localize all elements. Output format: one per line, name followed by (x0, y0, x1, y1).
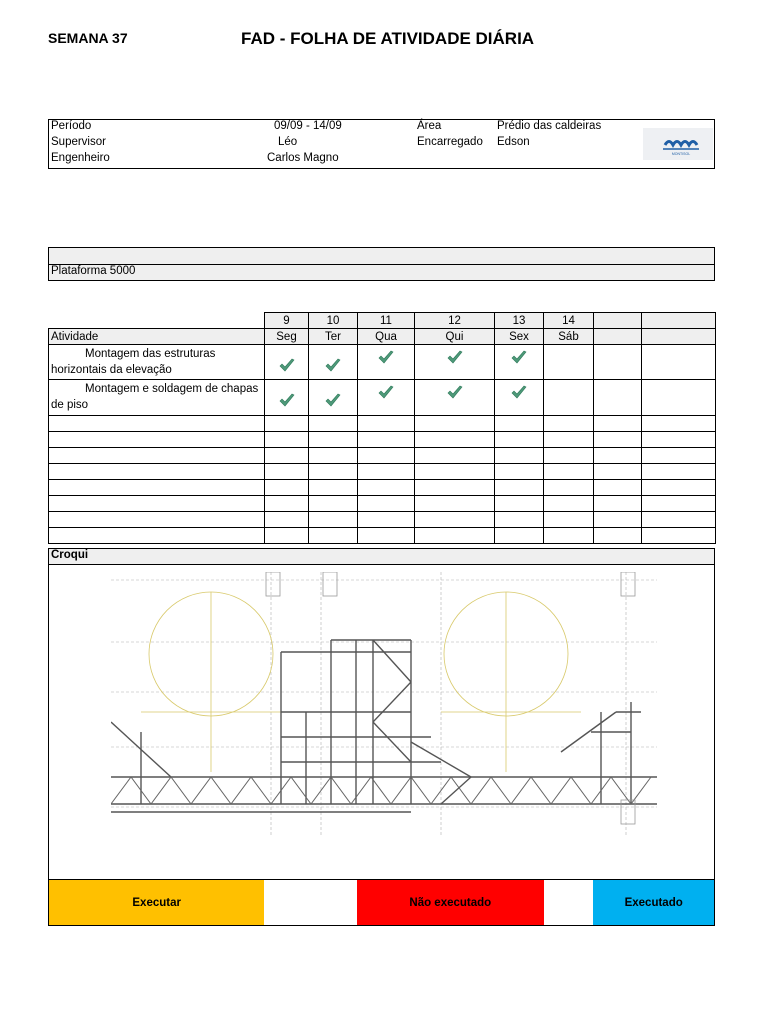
weekday-qui: Qui (415, 329, 495, 345)
activity-table (48, 312, 716, 544)
empty-row (49, 464, 716, 480)
check-icon (324, 357, 342, 373)
activity-header: Atividade (49, 329, 265, 345)
activity-row (49, 380, 716, 416)
week-label: SEMANA 37 (48, 30, 128, 46)
day-status-cell (544, 380, 594, 416)
periodo-label: Período (51, 120, 92, 132)
day-status-cell (495, 345, 544, 380)
weekday-qua: Qua (358, 329, 415, 345)
weekday-row (49, 329, 716, 345)
area-label: Área (417, 120, 442, 132)
supervisor-label: Supervisor (51, 136, 106, 148)
day-status-cell (309, 345, 358, 380)
check-icon (510, 349, 528, 365)
legend-spacer-2 (544, 880, 594, 925)
day-status-cell (265, 345, 309, 380)
engenheiro-label: Engenheiro (51, 152, 110, 164)
day-9: 9 (265, 313, 309, 329)
activity-line-1: Montagem das estruturas (85, 348, 216, 360)
day-status-cell (309, 380, 358, 416)
weekday-sab: Sáb (544, 329, 594, 345)
day-number-row (49, 313, 716, 329)
weekday-seg: Seg (265, 329, 309, 345)
periodo-value: 09/09 - 14/09 (274, 120, 342, 132)
activity-line-2: horizontais da elevação (51, 364, 172, 376)
area-value: Prédio das caldeiras (497, 120, 602, 132)
empty-row (49, 512, 716, 528)
day-status-cell (415, 380, 495, 416)
activity-description (49, 345, 265, 380)
project-name: Plataforma 5000 (51, 265, 136, 277)
check-icon (446, 349, 464, 365)
croqui-label: Croqui (51, 549, 89, 561)
encarregado-label: Encarregado (417, 136, 483, 148)
day-10: 10 (309, 313, 358, 329)
empty-row (49, 416, 716, 432)
day-11: 11 (358, 313, 415, 329)
check-icon (446, 384, 464, 400)
check-icon (278, 392, 296, 408)
check-icon (377, 384, 395, 400)
company-logo (643, 128, 713, 160)
activity-row (49, 345, 716, 380)
engenheiro-value: Carlos Magno (267, 152, 339, 164)
empty-row (49, 496, 716, 512)
day-status-cell (358, 380, 415, 416)
day-status-cell (495, 380, 544, 416)
empty-row (49, 528, 716, 544)
empty-row (49, 480, 716, 496)
legend-nao-executado (357, 880, 543, 925)
blank-bar (48, 247, 715, 265)
legend-spacer-1 (264, 880, 357, 925)
activity-description (49, 380, 265, 416)
day-12: 12 (415, 313, 495, 329)
supervisor-value: Léo (278, 136, 298, 148)
activity-line-2: de piso (51, 399, 89, 411)
project-bar (48, 264, 715, 281)
day-status-cell (415, 345, 495, 380)
activity-line-1: Montagem e soldagem de chapas (85, 383, 259, 395)
croqui-area (48, 564, 715, 880)
legend-executar (49, 880, 264, 925)
weekday-sex: Sex (495, 329, 544, 345)
day-14: 14 (544, 313, 594, 329)
legend-executado (593, 880, 714, 925)
page-title: FAD - FOLHA DE ATIVIDADE DIÁRIA (241, 29, 535, 48)
legend-executar-label: Executar (132, 896, 181, 909)
check-icon (377, 349, 395, 365)
encarregado-value: Edson (497, 136, 530, 148)
svg-text:MONTISOL: MONTISOL (671, 152, 691, 156)
structure-drawing (111, 572, 657, 836)
day-status-cell (265, 380, 309, 416)
check-icon (510, 384, 528, 400)
legend-nao-executado-label: Não executado (409, 896, 492, 909)
status-legend (48, 879, 715, 926)
croqui-header (48, 548, 715, 565)
check-icon (278, 357, 296, 373)
legend-executado-label: Executado (624, 896, 683, 909)
day-13: 13 (495, 313, 544, 329)
weekday-ter: Ter (309, 329, 358, 345)
check-icon (324, 392, 342, 408)
empty-row (49, 432, 716, 448)
empty-row (49, 448, 716, 464)
day-status-cell (358, 345, 415, 380)
day-status-cell (544, 345, 594, 380)
info-block (48, 119, 715, 169)
